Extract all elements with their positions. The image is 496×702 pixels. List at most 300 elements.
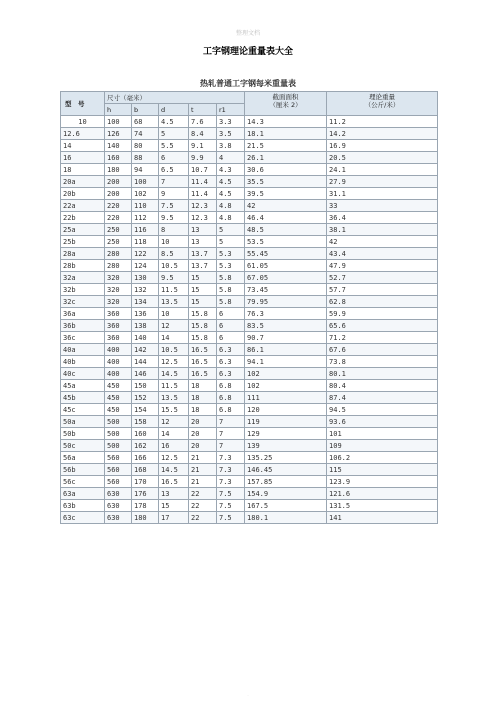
cell-r1: 4.5: [217, 188, 245, 200]
cell-t: 20: [189, 416, 217, 428]
table-row: [61, 176, 438, 188]
cell-b: 144: [132, 356, 159, 368]
cell-model: 40b: [61, 356, 105, 368]
cell-model: 56b: [61, 464, 105, 476]
cell-area: 157.85: [245, 476, 327, 488]
cell-r1: 5.8: [217, 272, 245, 284]
cell-t: 21: [189, 476, 217, 488]
cell-area: 61.05: [245, 260, 327, 272]
cell-weight: 73.8: [327, 356, 438, 368]
cell-area: 154.9: [245, 488, 327, 500]
cell-b: 158: [132, 416, 159, 428]
cell-b: 160: [132, 428, 159, 440]
cell-model: 32b: [61, 284, 105, 296]
cell-r1: 7.5: [217, 512, 245, 524]
cell-h: 180: [105, 164, 132, 176]
cell-b: 68: [132, 116, 159, 128]
cell-d: 11.5: [159, 284, 189, 296]
cell-t: 22: [189, 512, 217, 524]
table-row: [61, 368, 438, 380]
cell-area: 120: [245, 404, 327, 416]
cell-b: 112: [132, 212, 159, 224]
cell-weight: 14.2: [327, 128, 438, 140]
cell-d: 9.5: [159, 272, 189, 284]
cell-t: 8.4: [189, 128, 217, 140]
cell-t: 15: [189, 272, 217, 284]
table-row: [61, 140, 438, 152]
cell-weight: 38.1: [327, 224, 438, 236]
cell-model: 25a: [61, 224, 105, 236]
header-r1: r1: [217, 104, 245, 116]
cell-model: 32a: [61, 272, 105, 284]
cell-b: 118: [132, 236, 159, 248]
cell-h: 220: [105, 200, 132, 212]
cell-b: 176: [132, 488, 159, 500]
table-body: [61, 116, 438, 524]
cell-r1: 6: [217, 332, 245, 344]
cell-r1: 6.3: [217, 368, 245, 380]
cell-d: 8: [159, 224, 189, 236]
cell-model: 20a: [61, 176, 105, 188]
cell-b: 136: [132, 308, 159, 320]
cell-t: 13: [189, 236, 217, 248]
header-area-unit: （厘米 2）: [269, 101, 302, 109]
table-row: [61, 428, 438, 440]
cell-area: 30.6: [245, 164, 327, 176]
cell-weight: 16.9: [327, 140, 438, 152]
cell-d: 9: [159, 188, 189, 200]
cell-r1: 7.5: [217, 488, 245, 500]
header-t: t: [189, 104, 217, 116]
cell-area: 39.5: [245, 188, 327, 200]
cell-weight: 80.1: [327, 368, 438, 380]
cell-h: 320: [105, 272, 132, 284]
cell-weight: 24.1: [327, 164, 438, 176]
cell-h: 200: [105, 188, 132, 200]
cell-b: 180: [132, 512, 159, 524]
cell-area: 18.1: [245, 128, 327, 140]
cell-area: 48.5: [245, 224, 327, 236]
cell-t: 21: [189, 452, 217, 464]
cell-r1: 7: [217, 416, 245, 428]
cell-weight: 106.2: [327, 452, 438, 464]
cell-b: 154: [132, 404, 159, 416]
cell-h: 140: [105, 140, 132, 152]
cell-t: 11.4: [189, 188, 217, 200]
cell-model: 50c: [61, 440, 105, 452]
cell-d: 11.5: [159, 380, 189, 392]
cell-b: 132: [132, 284, 159, 296]
table-row: [61, 440, 438, 452]
cell-r1: 6: [217, 320, 245, 332]
table-row: [61, 248, 438, 260]
cell-area: 79.95: [245, 296, 327, 308]
cell-area: 14.3: [245, 116, 327, 128]
cell-h: 200: [105, 176, 132, 188]
cell-h: 450: [105, 392, 132, 404]
cell-area: 94.1: [245, 356, 327, 368]
table-row: [61, 260, 438, 272]
cell-weight: 141: [327, 512, 438, 524]
cell-b: 74: [132, 128, 159, 140]
table-row: [61, 512, 438, 524]
table-row: [61, 272, 438, 284]
cell-d: 13.5: [159, 392, 189, 404]
cell-area: 67.05: [245, 272, 327, 284]
cell-d: 8.5: [159, 248, 189, 260]
cell-b: 100: [132, 176, 159, 188]
cell-model: 50b: [61, 428, 105, 440]
header-b: b: [132, 104, 159, 116]
cell-h: 280: [105, 248, 132, 260]
cell-t: 7.6: [189, 116, 217, 128]
table-row: [61, 296, 438, 308]
cell-r1: 4: [217, 152, 245, 164]
table-row: [61, 500, 438, 512]
cell-d: 15: [159, 500, 189, 512]
table-title: 热轧普通工字钢每米重量表: [200, 79, 296, 88]
cell-weight: 31.1: [327, 188, 438, 200]
cell-area: 83.5: [245, 320, 327, 332]
cell-model: 14: [61, 140, 105, 152]
cell-b: 142: [132, 344, 159, 356]
cell-t: 12.3: [189, 200, 217, 212]
cell-h: 160: [105, 152, 132, 164]
cell-model: 22a: [61, 200, 105, 212]
cell-r1: 5: [217, 236, 245, 248]
cell-d: 10: [159, 308, 189, 320]
table-row: [61, 188, 438, 200]
cell-b: 168: [132, 464, 159, 476]
cell-h: 250: [105, 236, 132, 248]
header-area: [245, 92, 327, 116]
cell-d: 15.5: [159, 404, 189, 416]
cell-t: 22: [189, 500, 217, 512]
table-row: [61, 128, 438, 140]
cell-t: 13: [189, 224, 217, 236]
table-row: [61, 356, 438, 368]
cell-model: 45b: [61, 392, 105, 404]
document-title: 工字钢理论重量表大全: [202, 47, 293, 57]
cell-t: 15: [189, 284, 217, 296]
table-row: [61, 380, 438, 392]
cell-weight: 59.9: [327, 308, 438, 320]
cell-t: 16.5: [189, 356, 217, 368]
cell-model: 45a: [61, 380, 105, 392]
table-row: [61, 224, 438, 236]
cell-area: 167.5: [245, 500, 327, 512]
cell-weight: 123.9: [327, 476, 438, 488]
cell-r1: 6.8: [217, 380, 245, 392]
table-row: [61, 308, 438, 320]
cell-model: 22b: [61, 212, 105, 224]
cell-t: 13.7: [189, 260, 217, 272]
i-beam-weight-table: [60, 91, 438, 524]
cell-r1: 4.8: [217, 212, 245, 224]
cell-weight: 115: [327, 464, 438, 476]
cell-d: 6.5: [159, 164, 189, 176]
cell-area: 21.5: [245, 140, 327, 152]
cell-weight: 27.9: [327, 176, 438, 188]
cell-h: 560: [105, 452, 132, 464]
cell-b: 178: [132, 500, 159, 512]
table-row: [61, 164, 438, 176]
cell-model: 32c: [61, 296, 105, 308]
cell-area: 76.3: [245, 308, 327, 320]
cell-area: 26.1: [245, 152, 327, 164]
cell-r1: 4.5: [217, 176, 245, 188]
cell-model: 50a: [61, 416, 105, 428]
cell-b: 94: [132, 164, 159, 176]
cell-t: 16.5: [189, 344, 217, 356]
cell-weight: 20.5: [327, 152, 438, 164]
cell-d: 12.5: [159, 452, 189, 464]
cell-weight: 71.2: [327, 332, 438, 344]
header-h: h: [105, 104, 132, 116]
cell-d: 14: [159, 332, 189, 344]
cell-weight: 87.4: [327, 392, 438, 404]
cell-h: 360: [105, 308, 132, 320]
cell-weight: 33: [327, 200, 438, 212]
cell-b: 166: [132, 452, 159, 464]
cell-weight: 101: [327, 428, 438, 440]
cell-model: 28b: [61, 260, 105, 272]
cell-r1: 3.5: [217, 128, 245, 140]
cell-r1: 5.8: [217, 284, 245, 296]
cell-model: 56a: [61, 452, 105, 464]
cell-t: 11.4: [189, 176, 217, 188]
cell-r1: 4.3: [217, 164, 245, 176]
cell-model: 63a: [61, 488, 105, 500]
cell-r1: 5: [217, 224, 245, 236]
cell-t: 18: [189, 380, 217, 392]
cell-area: 53.5: [245, 236, 327, 248]
cell-model: 10: [61, 116, 105, 128]
watermark-text: 整理文档: [235, 30, 260, 37]
cell-h: 320: [105, 296, 132, 308]
cell-weight: 80.4: [327, 380, 438, 392]
cell-r1: 7.3: [217, 464, 245, 476]
cell-h: 250: [105, 224, 132, 236]
cell-t: 9.9: [189, 152, 217, 164]
cell-d: 6: [159, 152, 189, 164]
cell-area: 90.7: [245, 332, 327, 344]
cell-weight: 121.6: [327, 488, 438, 500]
cell-area: 180.1: [245, 512, 327, 524]
cell-weight: 109: [327, 440, 438, 452]
table-row: [61, 332, 438, 344]
header-weight-label: 理论重量: [369, 93, 396, 101]
cell-d: 13: [159, 488, 189, 500]
table-row: [61, 488, 438, 500]
table-row: [61, 212, 438, 224]
cell-t: 20: [189, 440, 217, 452]
cell-b: 170: [132, 476, 159, 488]
cell-model: 16: [61, 152, 105, 164]
cell-area: 146.45: [245, 464, 327, 476]
cell-t: 21: [189, 464, 217, 476]
cell-h: 450: [105, 404, 132, 416]
cell-t: 15.8: [189, 308, 217, 320]
cell-h: 360: [105, 332, 132, 344]
cell-b: 124: [132, 260, 159, 272]
cell-area: 119: [245, 416, 327, 428]
cell-area: 73.45: [245, 284, 327, 296]
cell-d: 14: [159, 428, 189, 440]
cell-b: 122: [132, 248, 159, 260]
cell-area: 42: [245, 200, 327, 212]
cell-b: 102: [132, 188, 159, 200]
cell-r1: 6.3: [217, 344, 245, 356]
cell-t: 18: [189, 392, 217, 404]
cell-model: 20b: [61, 188, 105, 200]
cell-model: 28a: [61, 248, 105, 260]
cell-b: 162: [132, 440, 159, 452]
table-row: [61, 116, 438, 128]
header-weight: [327, 92, 438, 116]
cell-weight: 43.4: [327, 248, 438, 260]
table-row: [61, 200, 438, 212]
cell-model: 36a: [61, 308, 105, 320]
cell-d: 10.5: [159, 344, 189, 356]
cell-area: 35.5: [245, 176, 327, 188]
table-row: [61, 404, 438, 416]
cell-area: 102: [245, 380, 327, 392]
cell-weight: 93.6: [327, 416, 438, 428]
cell-d: 10.5: [159, 260, 189, 272]
cell-t: 15.8: [189, 320, 217, 332]
header-weight-unit: （公斤/米）: [364, 101, 400, 109]
cell-weight: 65.6: [327, 320, 438, 332]
table-row: [61, 344, 438, 356]
table-row: [61, 152, 438, 164]
table-row: [61, 392, 438, 404]
cell-weight: 47.9: [327, 260, 438, 272]
table-row: [61, 320, 438, 332]
cell-model: 63b: [61, 500, 105, 512]
cell-model: 40c: [61, 368, 105, 380]
header-d: d: [159, 104, 189, 116]
table-row: [61, 452, 438, 464]
cell-r1: 5.3: [217, 248, 245, 260]
cell-b: 146: [132, 368, 159, 380]
table-row: [61, 464, 438, 476]
cell-weight: 67.6: [327, 344, 438, 356]
cell-area: 86.1: [245, 344, 327, 356]
cell-t: 16.5: [189, 368, 217, 380]
header-area-label: 截面面积: [272, 93, 299, 101]
cell-d: 12: [159, 416, 189, 428]
cell-r1: 7: [217, 440, 245, 452]
cell-weight: 36.4: [327, 212, 438, 224]
cell-weight: 94.5: [327, 404, 438, 416]
cell-area: 129: [245, 428, 327, 440]
cell-area: 111: [245, 392, 327, 404]
cell-r1: 3.8: [217, 140, 245, 152]
header-row-top: [61, 92, 438, 104]
cell-b: 138: [132, 320, 159, 332]
cell-b: 110: [132, 200, 159, 212]
cell-model: 63c: [61, 512, 105, 524]
cell-d: 14.5: [159, 368, 189, 380]
cell-h: 630: [105, 500, 132, 512]
cell-weight: 11.2: [327, 116, 438, 128]
cell-r1: 7.5: [217, 500, 245, 512]
cell-r1: 4.8: [217, 200, 245, 212]
cell-h: 560: [105, 476, 132, 488]
cell-t: 12.3: [189, 212, 217, 224]
cell-area: 102: [245, 368, 327, 380]
cell-d: 16.5: [159, 476, 189, 488]
cell-d: 7.5: [159, 200, 189, 212]
cell-h: 400: [105, 344, 132, 356]
cell-d: 12: [159, 320, 189, 332]
cell-model: 18: [61, 164, 105, 176]
cell-t: 18: [189, 404, 217, 416]
cell-model: 45c: [61, 404, 105, 416]
table-row: [61, 476, 438, 488]
cell-h: 400: [105, 356, 132, 368]
table-row: [61, 236, 438, 248]
cell-d: 10: [159, 236, 189, 248]
cell-t: 13.7: [189, 248, 217, 260]
cell-b: 150: [132, 380, 159, 392]
cell-b: 80: [132, 140, 159, 152]
cell-weight: 131.5: [327, 500, 438, 512]
cell-model: 36c: [61, 332, 105, 344]
cell-h: 280: [105, 260, 132, 272]
cell-h: 320: [105, 284, 132, 296]
cell-weight: 52.7: [327, 272, 438, 284]
cell-t: 10.7: [189, 164, 217, 176]
cell-d: 12.5: [159, 356, 189, 368]
cell-d: 17: [159, 512, 189, 524]
cell-weight: 62.8: [327, 296, 438, 308]
cell-d: 7: [159, 176, 189, 188]
cell-b: 88: [132, 152, 159, 164]
cell-area: 55.45: [245, 248, 327, 260]
cell-h: 400: [105, 368, 132, 380]
cell-r1: 6.8: [217, 404, 245, 416]
cell-area: 139: [245, 440, 327, 452]
cell-d: 14.5: [159, 464, 189, 476]
cell-weight: 57.7: [327, 284, 438, 296]
cell-area: 135.25: [245, 452, 327, 464]
cell-h: 220: [105, 212, 132, 224]
cell-r1: 6.3: [217, 356, 245, 368]
cell-b: 134: [132, 296, 159, 308]
cell-weight: 42: [327, 236, 438, 248]
cell-h: 560: [105, 464, 132, 476]
cell-t: 15.8: [189, 332, 217, 344]
cell-h: 126: [105, 128, 132, 140]
cell-r1: 6.8: [217, 392, 245, 404]
table-row: [61, 284, 438, 296]
cell-b: 130: [132, 272, 159, 284]
cell-h: 630: [105, 488, 132, 500]
cell-r1: 5.3: [217, 260, 245, 272]
cell-d: 9.5: [159, 212, 189, 224]
cell-model: 56c: [61, 476, 105, 488]
cell-h: 450: [105, 380, 132, 392]
cell-d: 4.5: [159, 116, 189, 128]
cell-t: 9.1: [189, 140, 217, 152]
cell-d: 5: [159, 128, 189, 140]
cell-r1: 3.3: [217, 116, 245, 128]
table-row: [61, 416, 438, 428]
cell-r1: 7: [217, 428, 245, 440]
cell-h: 500: [105, 416, 132, 428]
